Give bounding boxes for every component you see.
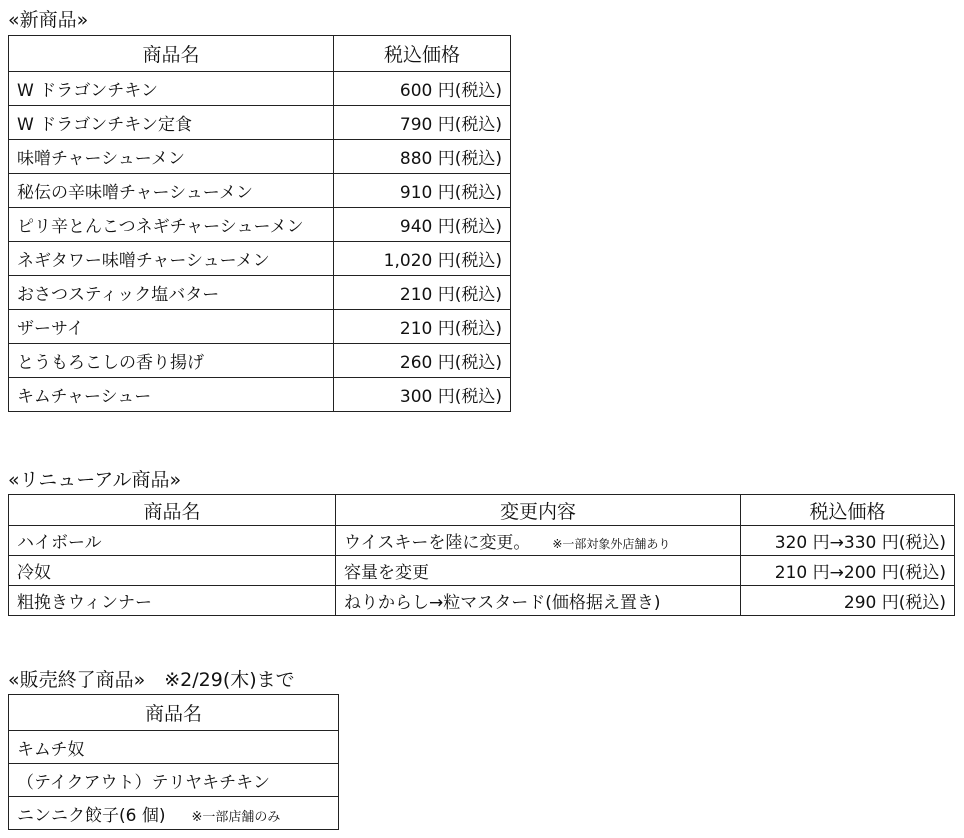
change-text: ねりからし→粒マスタード(価格据え置き) [344, 593, 661, 613]
table-row [9, 526, 955, 556]
product-price: 210 円(税込) [334, 310, 511, 344]
new-products-table [8, 35, 511, 412]
product-note: ※一部店舗のみ [191, 809, 281, 825]
product-price: 320 円→330 円(税込) [741, 526, 955, 556]
table-row [9, 797, 339, 830]
product-price: 880 円(税込) [334, 140, 511, 174]
product-name: とうもろこしの香り揚げ [9, 344, 334, 378]
header-product-name: 商品名 [9, 695, 339, 731]
table-row [9, 276, 511, 310]
product-price: 300 円(税込) [334, 378, 511, 412]
header-price: 税込価格 [334, 36, 511, 72]
table-row [9, 72, 511, 106]
table-row [9, 310, 511, 344]
product-name: おさつスティック塩バター [9, 276, 334, 310]
table-row [9, 556, 955, 586]
table-header-row [9, 695, 339, 731]
product-price: 940 円(税込) [334, 208, 511, 242]
table-row [9, 208, 511, 242]
table-row [9, 174, 511, 208]
product-price: 790 円(税込) [334, 106, 511, 140]
table-row [9, 242, 511, 276]
change-description [336, 556, 741, 586]
product-price: 600 円(税込) [334, 72, 511, 106]
table-row [9, 140, 511, 174]
product-name: ハイボール [9, 526, 336, 556]
product-price: 260 円(税込) [334, 344, 511, 378]
product-name: ネギタワー味噌チャーシューメン [9, 242, 334, 276]
product-name: W ドラゴンチキン定食 [9, 106, 334, 140]
product-price: 210 円→200 円(税込) [741, 556, 955, 586]
header-price: 税込価格 [741, 495, 955, 526]
header-change: 変更内容 [336, 495, 741, 526]
product-name: ニンニク餃子(6 個) [17, 805, 166, 826]
table-row [9, 378, 511, 412]
change-text: 容量を変更 [344, 563, 429, 583]
product-price: 210 円(税込) [334, 276, 511, 310]
product-name: ピリ辛とんこつネギチャーシューメン [9, 208, 334, 242]
product-name-with-note [9, 797, 339, 830]
product-name: 味噌チャーシューメン [9, 140, 334, 174]
product-name: キムチャーシュー [9, 378, 334, 412]
product-price: 290 円(税込) [741, 586, 955, 616]
product-name: 冷奴 [9, 556, 336, 586]
discontinued-products-table [8, 694, 339, 830]
new-products-title: «新商品» [8, 9, 89, 31]
table-row [9, 106, 511, 140]
discontinued-products-title: «販売終了商品» ※2/29(木)まで [8, 669, 295, 691]
product-name: 秘伝の辛味噌チャーシューメン [9, 174, 334, 208]
table-row [9, 731, 339, 764]
table-header-row [9, 495, 955, 526]
product-price: 910 円(税込) [334, 174, 511, 208]
change-description [336, 586, 741, 616]
product-name: ザーサイ [9, 310, 334, 344]
renewal-products-title: «リニューアル商品» [8, 469, 182, 491]
table-row [9, 764, 339, 797]
product-name: キムチ奴 [9, 731, 339, 764]
change-note: ※一部対象外店舗あり [552, 537, 671, 551]
header-product-name: 商品名 [9, 36, 334, 72]
change-text: ウイスキーを陸に変更。 [344, 533, 531, 553]
table-row [9, 586, 955, 616]
table-row [9, 344, 511, 378]
product-name: W ドラゴンチキン [9, 72, 334, 106]
header-product-name: 商品名 [9, 495, 336, 526]
change-description [336, 526, 741, 556]
renewal-products-table [8, 494, 955, 616]
product-name: （テイクアウト）テリヤキチキン [9, 764, 339, 797]
product-name: 粗挽きウィンナー [9, 586, 336, 616]
product-price: 1,020 円(税込) [334, 242, 511, 276]
table-header-row [9, 36, 511, 72]
